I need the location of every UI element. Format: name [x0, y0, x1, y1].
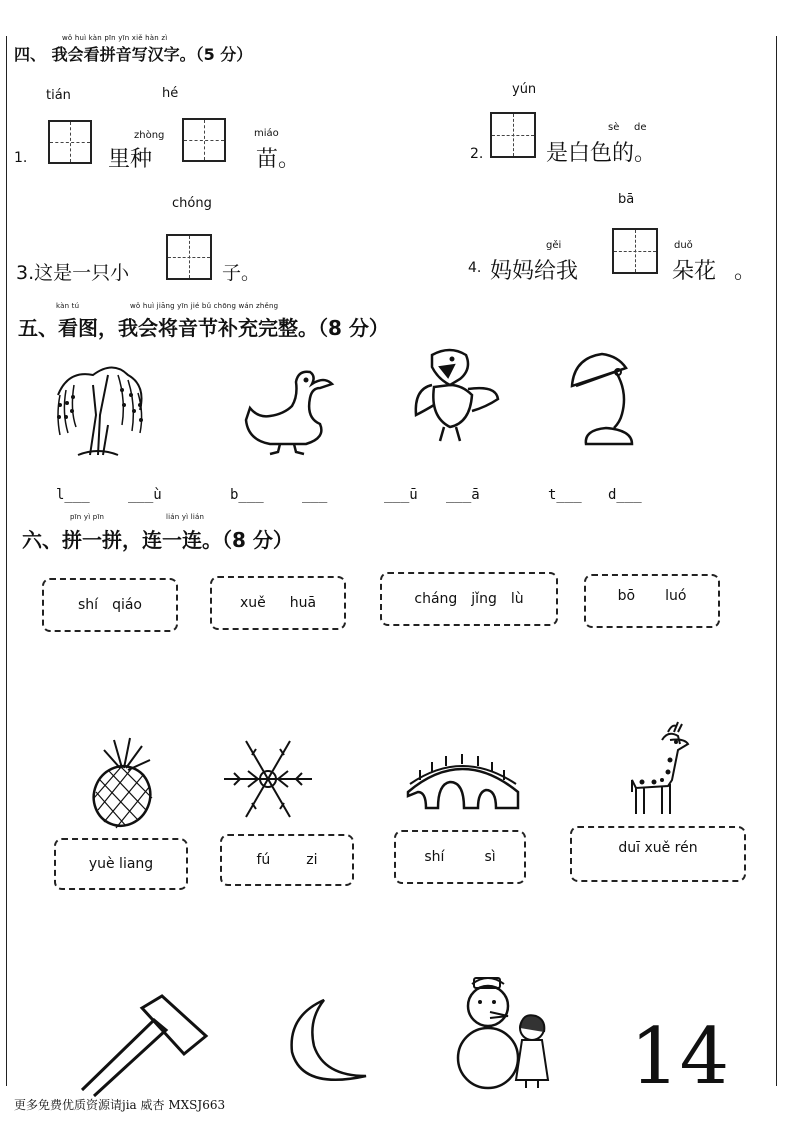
willow-tree-icon	[48, 355, 148, 460]
pineapple-icon	[86, 738, 162, 830]
top-card-2-syllable-1: xuě	[239, 595, 266, 611]
top-card-1-syllable-2: qiáo	[112, 597, 142, 613]
q2-number: 2.	[470, 146, 484, 162]
bottom-card-dui-xue-ren[interactable]	[570, 826, 746, 882]
top-card-4-syllable-1: bō	[617, 588, 636, 604]
blank-1[interactable]: l___	[56, 487, 90, 503]
top-card-bo-luo[interactable]	[584, 574, 720, 628]
stone-bridge-icon	[404, 752, 522, 812]
blank-5[interactable]: ___ū	[384, 487, 418, 503]
left-border-line	[6, 36, 7, 1086]
blank-8[interactable]: d___	[608, 487, 642, 503]
q1-pinyin-zhong: zhòng	[134, 130, 165, 141]
q1-answer-box-2[interactable]	[182, 118, 226, 162]
q1-pinyin-tian: tián	[46, 88, 71, 103]
q1-number: 1.	[14, 150, 28, 166]
q1-text-1: 里种	[108, 147, 153, 172]
top-card-xue-hua[interactable]	[210, 576, 346, 630]
bottom-card-fu-zi[interactable]	[220, 834, 354, 886]
blank-6[interactable]: ___ā	[446, 487, 480, 503]
crow-icon	[410, 345, 500, 445]
q3-pinyin-chong: chóng	[172, 196, 212, 211]
q3-text-2: 子。	[222, 262, 261, 284]
bottom-card-3-syllable-1: shí	[424, 849, 445, 865]
page-number: 14	[630, 1012, 730, 1102]
right-border-line	[776, 36, 777, 1086]
q2-text: 是白色的。	[546, 141, 657, 166]
snowflake-icon	[222, 738, 314, 820]
top-card-3-syllable-3: lù	[510, 591, 524, 607]
top-card-chang-jing-lu[interactable]	[380, 572, 558, 626]
q2-pinyin-se: sè	[608, 122, 620, 133]
bottom-card-1-text: yuè liang	[88, 856, 154, 872]
axe-icon	[80, 996, 210, 1092]
bottom-card-shi-si[interactable]	[394, 830, 526, 884]
q4-text-1: 妈妈给我	[490, 259, 579, 284]
sec4-title: 四、 我会看拼音写汉字。（5 分）	[14, 45, 253, 64]
q1-text-2: 苗。	[256, 147, 301, 172]
crescent-moon-icon	[284, 998, 370, 1092]
sec5-title: 五、看图，我会将音节补充完整。（8 分）	[18, 316, 389, 340]
snowman-child-icon	[452, 972, 552, 1092]
bottom-card-4-text: duī xuě rén	[618, 840, 698, 856]
top-card-shi-qiao[interactable]	[42, 578, 178, 632]
bottom-card-2-syllable-2: zi	[306, 852, 318, 868]
giraffe-icon	[618, 720, 690, 820]
q4-pinyin-ba: bā	[618, 192, 635, 207]
sec6-title: 六、拼一拼，连一连。（8 分）	[22, 528, 293, 552]
q4-text-2: 朵花	[672, 259, 717, 284]
blank-4[interactable]: ___	[302, 487, 328, 503]
q2-answer-box[interactable]	[490, 112, 536, 158]
bottom-card-yue-liang[interactable]	[54, 838, 188, 890]
q4-pinyin-gei: gěi	[546, 240, 562, 251]
q3-text-1: 3.这是一只小	[16, 262, 130, 284]
desk-lamp-icon	[566, 352, 644, 454]
q2-pinyin-de: de	[634, 122, 647, 133]
sec5-ruby-2: wǒ huì jiāng yīn jié bǔ chōng wán zhěng	[130, 302, 279, 310]
q1-answer-box-1[interactable]	[48, 120, 92, 164]
q1-pinyin-miao: miáo	[254, 128, 279, 139]
sec6-ruby-1: pīn yì pīn	[70, 513, 105, 521]
goose-icon	[240, 362, 336, 456]
top-card-3-syllable-1: cháng	[414, 591, 458, 607]
top-card-2-syllable-2: huā	[289, 595, 317, 611]
footer-text: 更多免费优质资源请jia 威杏 MXSJ663	[14, 1098, 226, 1112]
q4-answer-box[interactable]	[612, 228, 658, 274]
top-card-1-syllable-1: shí	[78, 597, 99, 613]
q2-pinyin-yun: yún	[512, 82, 537, 97]
sec6-ruby-2: lián yì lián	[166, 513, 205, 521]
blank-3[interactable]: b___	[230, 487, 264, 503]
q4-pinyin-duo: duǒ	[674, 240, 693, 251]
top-card-4-syllable-2: luó	[665, 588, 687, 604]
bottom-card-3-syllable-2: sì	[484, 849, 496, 865]
q4-number: 4.	[468, 260, 482, 276]
blank-7[interactable]: t___	[548, 487, 582, 503]
blank-2[interactable]: ___ù	[128, 487, 162, 503]
bottom-card-2-syllable-1: fú	[256, 852, 271, 868]
q4-dot: 。	[734, 259, 757, 284]
top-card-3-syllable-2: jǐng	[471, 591, 497, 607]
sec4-ruby: wǒ huì kàn pīn yīn xiě hàn zì	[62, 34, 168, 42]
q3-answer-box[interactable]	[166, 234, 212, 280]
q1-pinyin-he: hé	[162, 86, 179, 101]
sec5-ruby-1: kàn tú	[56, 302, 80, 310]
